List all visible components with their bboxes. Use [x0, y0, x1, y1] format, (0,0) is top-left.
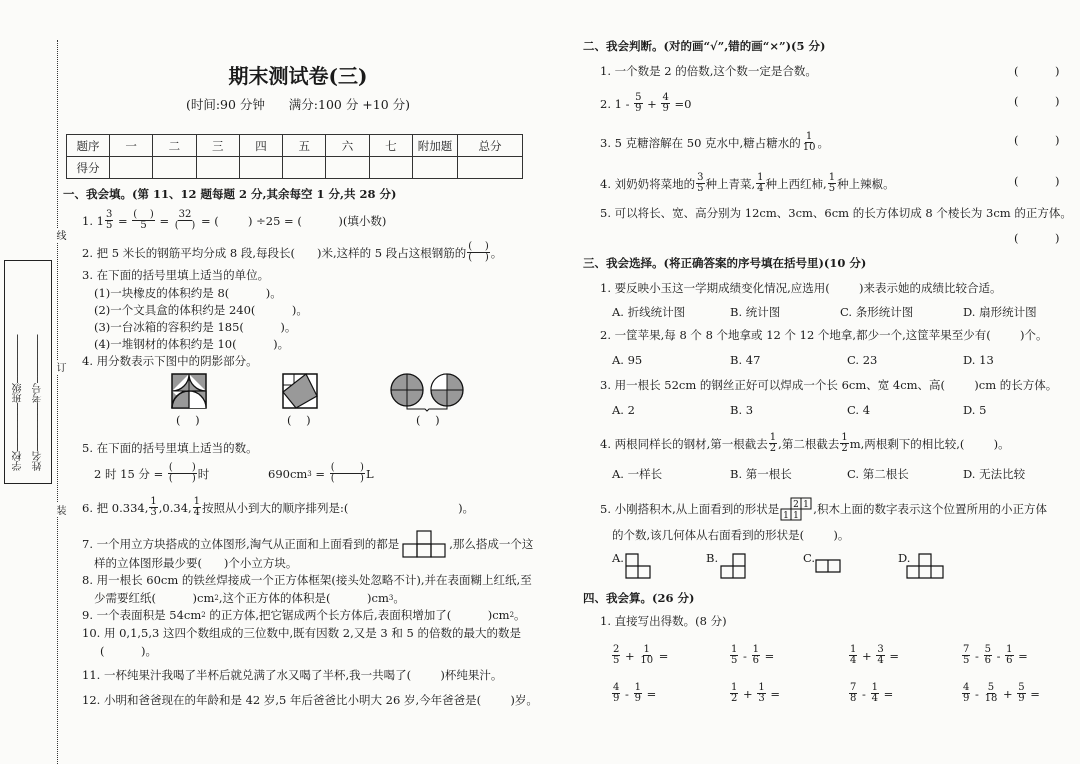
info-col-right: 姓名────────考号────────	[33, 334, 44, 471]
text: 。	[817, 135, 829, 150]
option-b-shape	[721, 554, 745, 578]
text: 10. 用 0,1,5,3 这四个数组成的三位数中,既有因数 2,又是 3 和 5 的倍数的最大的数是	[82, 626, 522, 640]
denominator: 4	[871, 693, 878, 704]
q1-11	[82, 667, 502, 683]
text: 12. 小明和爸爸现在的年龄和是 42 岁,5 年后爸爸比小明大 26 岁,今年爸爸是( )岁。	[82, 693, 538, 707]
text: 4. 用分数表示下图中的阴影部分。	[82, 354, 258, 368]
numerator: 3	[105, 209, 113, 220]
answer-paren: ( )	[1014, 231, 1060, 245]
text: = ( ) ÷25 = ( )(填小数)	[197, 213, 387, 228]
calc-item	[729, 683, 780, 704]
denominator: ( )	[468, 252, 489, 263]
fraction	[756, 173, 764, 194]
denominator: 5	[105, 220, 113, 231]
text: =	[655, 648, 669, 663]
fraction	[193, 497, 201, 518]
text: 6. 把 0.334,	[82, 500, 149, 515]
text: +	[621, 648, 639, 663]
q1-3-1	[94, 285, 282, 301]
numerator: 1	[757, 172, 764, 183]
q3-2-option: B. 47	[730, 353, 761, 367]
numerator: 7	[850, 682, 857, 693]
text: 1. 要反映小玉这一学期成绩变化情况,应选用( )来表示她的成绩比较合适。	[600, 281, 1002, 295]
name-label: 姓名	[33, 451, 44, 471]
q1-3	[82, 267, 269, 283]
fraction	[769, 433, 777, 454]
q3-4-option: C. 第二根长	[847, 467, 909, 481]
denominator: 5	[828, 183, 836, 194]
cell: 题序	[67, 135, 110, 157]
denominator: 9	[1018, 693, 1025, 704]
q1-5	[82, 440, 258, 456]
q3-2-option: C. 23	[847, 353, 878, 367]
numerator: 5	[1018, 682, 1025, 693]
denominator: 2	[841, 443, 848, 454]
q3-5-option-b: B.	[706, 551, 719, 565]
page-title: 期末测试卷(三)	[228, 64, 368, 88]
fraction	[752, 645, 760, 666]
text: 11. 一杯纯果汁我喝了半杯后就兑满了水又喝了半杯,我一共喝了( )杯纯果汁。	[82, 668, 503, 682]
denominator: 5	[140, 220, 147, 231]
text: 种上辣椒。	[837, 176, 895, 191]
cell: 三	[196, 135, 239, 157]
cell: 六	[326, 135, 369, 157]
cell: 一	[110, 135, 153, 157]
text: +	[739, 686, 757, 701]
text: =	[311, 466, 329, 481]
text: (4)一堆钢材的体积约是 10( )。	[94, 337, 290, 351]
grid-number: 2	[793, 500, 800, 510]
fraction	[984, 683, 999, 704]
q1-4-answer: ( )	[416, 413, 440, 427]
numerator: 3	[697, 172, 704, 183]
q1-3-3	[94, 319, 296, 335]
q1-4	[82, 353, 258, 369]
fraction	[330, 463, 365, 484]
numerator: 2	[613, 644, 620, 655]
denominator: 9	[662, 103, 669, 114]
text: =	[766, 686, 780, 701]
cell: 附加题	[413, 135, 458, 157]
text: (2)一个文具盒的体积约是 240( )。	[94, 303, 308, 317]
q3-2	[600, 327, 1047, 343]
numerator: 1	[828, 172, 836, 183]
q3-3-option: C. 4	[847, 403, 871, 417]
fraction	[730, 683, 738, 704]
q1-6	[82, 497, 474, 518]
text: 5. 小刚搭积木,从上面看到的形状是	[600, 502, 780, 516]
q3-3-option: D. 5	[963, 403, 987, 417]
text: =	[1026, 686, 1040, 701]
q1-10b	[100, 643, 157, 659]
text: 4. 两根同样长的钢材,第一根截去	[600, 436, 768, 451]
text: ,积木上面的数字表示这个位置所用的小正方体	[813, 502, 1047, 516]
text: 7. 一个用立方块搭成的立体图形,淘气从正面和上面看到的都是	[82, 537, 400, 551]
binding-dotted-line	[57, 40, 58, 764]
denominator: ( )	[174, 220, 196, 231]
numerator: ( )	[133, 209, 154, 220]
numerator: 5	[984, 644, 991, 655]
exam-info: (时间:90 分钟 满分:100 分 +10 分)	[185, 97, 411, 112]
fraction	[612, 683, 620, 704]
section-2-header: 二、我会判断。(对的画“√”,错的画“×”)(5 分)	[583, 39, 826, 53]
text: -	[739, 648, 751, 663]
fraction	[634, 683, 642, 704]
numerator: 1	[1006, 644, 1013, 655]
exam-number-label: 考号	[33, 382, 44, 403]
text: =	[114, 213, 132, 228]
fraction	[467, 242, 490, 263]
fraction	[840, 433, 848, 454]
denominator: 5	[731, 655, 738, 666]
text: =	[642, 686, 657, 701]
denominator: 5	[963, 655, 970, 666]
numerator: 32	[178, 209, 192, 220]
q1-4-answer: ( )	[287, 413, 311, 427]
fraction	[696, 173, 704, 194]
denominator: 6	[984, 655, 991, 666]
text: =0	[670, 96, 692, 111]
text: 5. 可以将长、宽、高分别为 12cm、3cm、6cm 的长方体切成 8 个棱长为 3cm 的正方体。	[600, 206, 1072, 220]
fraction	[168, 463, 197, 484]
q1-5-a	[94, 463, 209, 484]
q3-2-option: A. 95	[612, 353, 643, 367]
q1-5-b: 690cm 3 = ( ) ( ) L	[268, 462, 374, 484]
text: 2. 1 -	[600, 96, 634, 111]
q1-3-4	[94, 336, 289, 352]
text: +	[858, 648, 876, 663]
text: 的个数,该几何体从右面看到的形状是( )。	[612, 528, 850, 542]
denominator: 4	[850, 655, 857, 666]
right-view-options	[625, 553, 1065, 581]
figure-two-circles	[391, 374, 463, 411]
calc-item	[961, 683, 1040, 704]
denominator: 10	[640, 655, 654, 666]
fraction	[828, 173, 836, 194]
cell: 得分	[67, 157, 110, 179]
text: -	[992, 648, 1005, 663]
numerator: 1	[871, 682, 878, 693]
calc-item	[848, 645, 899, 666]
denominator: 9	[613, 693, 620, 704]
numerator: 5	[635, 92, 642, 103]
text: 样的立体图形最少要( )个小立方块。	[94, 556, 298, 570]
fraction	[962, 645, 970, 666]
numerator: 1	[731, 682, 738, 693]
denominator: 5	[613, 655, 620, 666]
text: =	[879, 686, 894, 701]
grid-number: 1	[783, 511, 790, 521]
q3-5-option-d: D.	[898, 551, 911, 565]
text: =	[760, 648, 775, 663]
fraction	[962, 683, 970, 704]
denominator: 10	[802, 142, 816, 153]
text: 。	[490, 245, 503, 260]
fraction	[984, 645, 992, 666]
text: (1)一块橡皮的体积约是 8( )。	[94, 286, 282, 300]
cell: 五	[283, 135, 326, 157]
numerator: ( )	[468, 241, 489, 252]
fraction	[174, 210, 197, 231]
binding-char: 装	[54, 505, 65, 515]
denominator: 18	[984, 693, 998, 704]
option-a-shape	[626, 554, 650, 578]
q3-5b	[612, 527, 849, 543]
text: ,0.34,	[158, 500, 192, 515]
info-col-left: 学校────────班级────────	[13, 334, 24, 471]
numerator: 5	[987, 682, 995, 693]
fraction	[639, 645, 654, 666]
numerator: ( )	[168, 462, 196, 473]
text: 2. 一筐苹果,每 8 个 8 个地拿或 12 个 12 个地拿,都少一个,这筐苹果至少有( )个。	[600, 328, 1048, 342]
numerator: 1	[643, 644, 650, 655]
text: ,第二根截去	[778, 436, 840, 451]
numerator: 1	[150, 496, 157, 507]
denominator: 4	[757, 183, 764, 194]
answer-paren: ( )	[1014, 94, 1060, 108]
text: -	[971, 686, 983, 701]
denominator: 8	[850, 693, 857, 704]
numerator: 1	[193, 496, 201, 507]
text: =	[885, 648, 899, 663]
numerator: 7	[963, 644, 970, 655]
text: 2. 把 5 米长的钢筋平均分成 8 段,每段长( )米,这样的 5 段占这根钢筋的	[82, 245, 467, 260]
fraction	[871, 683, 879, 704]
q1-12	[82, 692, 538, 708]
q3-1-option: A. 折线统计图	[612, 305, 686, 319]
text: =	[1014, 648, 1028, 663]
numerator: 3	[877, 644, 884, 655]
section-4-header: 四、我会算。(26 分)	[583, 591, 695, 605]
q3-5a	[600, 497, 1047, 521]
text: ,那么搭成一个这	[449, 537, 534, 551]
fraction	[634, 93, 642, 114]
text: 1. 一个数是 2 的倍数,这个数一定是合数。	[600, 64, 817, 78]
text: 8. 用一根长 60cm 的铁丝焊接成一个正方体框架(接头处忽略不计),并在表面糊上红纸,至	[82, 573, 532, 587]
text: 。	[393, 591, 405, 605]
student-info-box	[4, 260, 52, 484]
cell: 四	[239, 135, 282, 157]
q2-2	[600, 93, 691, 114]
fraction	[802, 132, 817, 153]
fraction	[1017, 683, 1025, 704]
q3-1	[600, 280, 1002, 296]
q1-9: 9. 一个表面积是 54cm 2 的正方体,把它锯成两个长方体后,表面积增加了( )cm 2 。	[82, 608, 526, 622]
score-header-row	[67, 135, 523, 157]
score-table	[66, 134, 523, 179]
text: 690cm	[268, 466, 308, 481]
calc-item	[961, 645, 1028, 666]
calc-item	[848, 683, 893, 704]
grid-number: 1	[803, 500, 810, 510]
fraction	[149, 497, 157, 518]
text: -	[858, 686, 870, 701]
numerator: 1	[841, 432, 848, 443]
q1-7b	[94, 555, 297, 571]
text: 4. 刘奶奶将菜地的	[600, 176, 696, 191]
denominator: 2	[769, 443, 777, 454]
fraction	[1005, 645, 1013, 666]
text: 5. 在下面的括号里填上适当的数。	[82, 441, 258, 455]
cell: 七	[369, 135, 412, 157]
q1-10a	[82, 625, 521, 641]
fraction	[612, 645, 620, 666]
denominator: 6	[752, 655, 759, 666]
text: 1. 1	[82, 213, 104, 228]
text: 3. 在下面的括号里填上适当的单位。	[82, 268, 270, 282]
numerator: 4	[662, 92, 669, 103]
q2-5	[600, 205, 1072, 221]
numerator: 1	[731, 644, 738, 655]
q1-1	[82, 210, 386, 231]
denominator: 9	[963, 693, 970, 704]
denominator: ( )	[168, 473, 196, 484]
text: 按照从小到大的顺序排列是:( )。	[202, 500, 475, 515]
q3-4-option: D. 无法比较	[963, 467, 1026, 481]
text: -	[971, 648, 983, 663]
denominator: 3	[150, 507, 157, 518]
fraction	[757, 683, 765, 704]
section-3-header: 三、我会选择。(将正确答案的序号填在括号里)(10 分)	[583, 256, 867, 270]
q1-4-answer: ( )	[176, 413, 200, 427]
q1-2	[82, 242, 502, 263]
school-label: 学校	[13, 451, 24, 471]
denominator: 5	[697, 183, 704, 194]
q2-4	[600, 173, 895, 194]
denominator: 9	[634, 693, 641, 704]
answer-paren: ( )	[1014, 64, 1060, 78]
class-label: 班级	[13, 382, 24, 403]
cube-view-figure	[399, 529, 449, 559]
binding-char: 线	[54, 230, 65, 240]
text: m,两根剩下的相比较,( )。	[849, 436, 1010, 451]
q3-5-option-a: A.	[612, 551, 624, 565]
denominator: 3	[758, 693, 765, 704]
numerator: 4	[963, 682, 970, 693]
q4-1	[600, 613, 727, 629]
score-value-row	[67, 157, 523, 179]
option-c-shape	[816, 560, 840, 572]
answer-paren: ( )	[1014, 174, 1060, 188]
numerator: 1	[758, 682, 765, 693]
answer-paren: ( )	[1014, 133, 1060, 147]
numerator: 1	[805, 131, 813, 142]
fraction	[105, 210, 113, 231]
q3-1-option: C. 条形统计图	[840, 305, 914, 319]
numerator: 1	[850, 644, 857, 655]
shaded-figures	[170, 372, 470, 412]
fraction	[876, 645, 884, 666]
fraction	[730, 645, 738, 666]
denominator: 4	[877, 655, 884, 666]
denominator: 4	[193, 507, 201, 518]
q3-3-option: B. 3	[730, 403, 754, 417]
fraction	[849, 645, 857, 666]
q3-1-option: D. 扇形统计图	[963, 305, 1037, 319]
top-view-grid	[779, 497, 813, 521]
cell: 总分	[458, 135, 523, 157]
denominator: 6	[1006, 655, 1013, 666]
denominator: 2	[731, 693, 738, 704]
numerator: 4	[613, 682, 620, 693]
cell: 二	[153, 135, 196, 157]
text: 种上西红柿,	[765, 176, 827, 191]
binding-char: 订	[54, 362, 65, 372]
q3-4-option: B. 第一根长	[730, 467, 792, 481]
q3-4	[600, 433, 1010, 454]
text: 9. 一个表面积是 54cm	[82, 608, 202, 622]
text: +	[999, 686, 1017, 701]
numerator: ( )	[330, 462, 364, 473]
text: 3. 5 克糖溶解在 50 克水中,糖占糖水的	[600, 135, 801, 150]
text: 3. 用一根长 52cm 的钢丝正好可以焊成一个长 6cm、宽 4cm、高( )cm 的长方体。	[600, 378, 1058, 392]
q1-8a	[82, 572, 532, 588]
q3-5-option-c: C.	[803, 551, 816, 565]
option-d-shape	[907, 554, 943, 578]
q1-3-2	[94, 302, 308, 318]
calc-item	[611, 683, 656, 704]
text: 1. 直接写出得数。(8 分)	[600, 614, 727, 628]
text: 少需要红纸( )cm	[94, 591, 215, 605]
calc-item	[611, 645, 668, 666]
text: (3)一台冰箱的容积约是 185( )。	[94, 320, 297, 334]
text: 时	[197, 466, 210, 481]
q2-1	[600, 63, 817, 79]
text: ( )。	[100, 644, 158, 658]
text: L	[365, 466, 374, 481]
text: =	[155, 213, 173, 228]
section-1-header: 一、我会填。(第 11、12 题每题 2 分,其余每空 1 分,共 28 分)	[63, 187, 397, 201]
fraction	[132, 210, 155, 231]
q3-4-option: A. 一样长	[612, 467, 663, 481]
denominator: 9	[635, 103, 642, 114]
q3-2-option: D. 13	[963, 353, 994, 367]
fraction	[849, 683, 857, 704]
text: ,这个正方体的体积是( )cm	[218, 591, 389, 605]
figure-quarter-arcs	[172, 374, 206, 408]
text: 2 时 15 分 =	[94, 466, 167, 481]
q3-3-option: A. 2	[612, 403, 635, 417]
figure-rotated-square	[283, 374, 317, 408]
denominator: ( )	[330, 473, 364, 484]
q3-3	[600, 377, 1057, 393]
numerator: 1	[752, 644, 759, 655]
text: 的正方体,把它锯成两个长方体后,表面积增加了( )cm	[205, 608, 510, 622]
numerator: 1	[634, 682, 641, 693]
numerator: 1	[769, 432, 777, 443]
grid-number: 1	[793, 511, 800, 521]
calc-item	[729, 645, 774, 666]
text: 种上青菜,	[705, 176, 756, 191]
q3-1-option: B. 统计图	[730, 305, 781, 319]
text: +	[643, 96, 661, 111]
text: 。	[514, 608, 526, 622]
q2-3	[600, 132, 829, 153]
fraction	[661, 93, 669, 114]
text: -	[621, 686, 633, 701]
q1-8b: 少需要红纸( )cm 2 ,这个正方体的体积是( )cm 3 。	[94, 591, 405, 605]
